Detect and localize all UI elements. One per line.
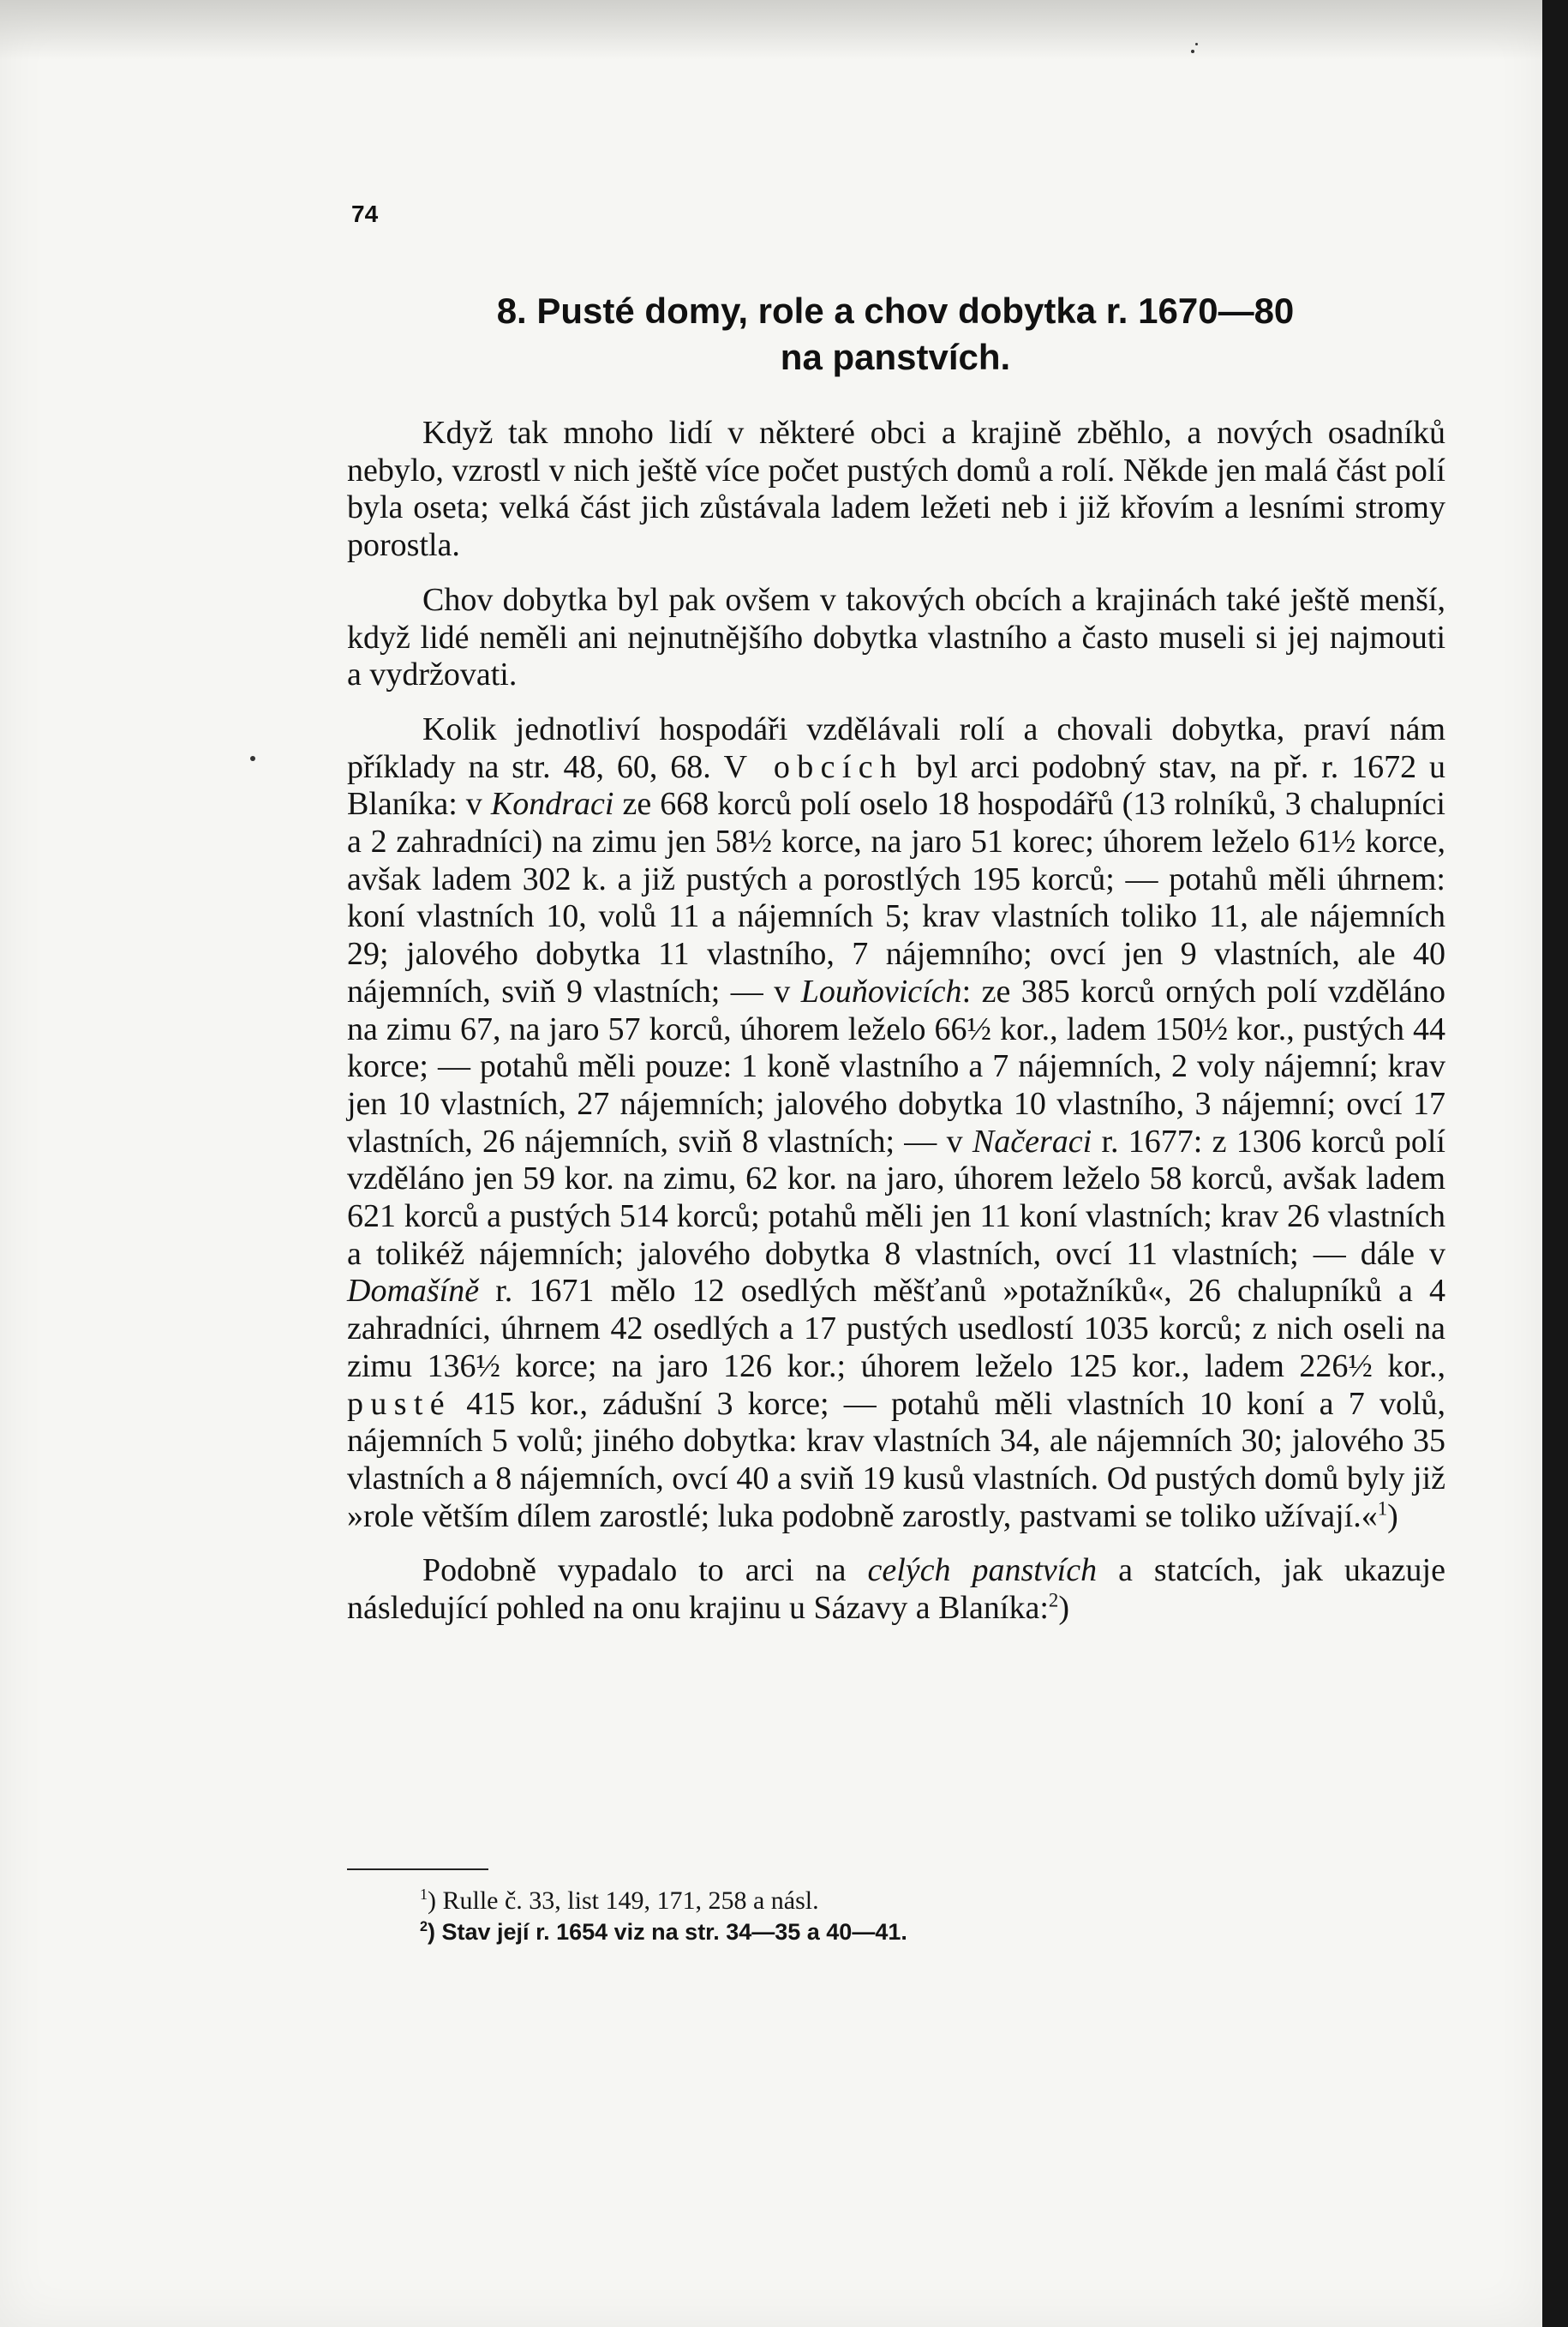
text-run: a statcích, jak ukazuje následující pohled na onu krajinu u Sázavy a Blaníka: bbox=[347, 1552, 1445, 1627]
footnote-1 bbox=[420, 1886, 1405, 1916]
paragraph-4 bbox=[347, 1552, 1445, 1627]
footnotes bbox=[420, 1886, 1405, 1947]
paragraph-2: Chov dobytka byl pak ovšem v takových obcích a krajinách také ještě menší, když lidé neměli ani nejnutnějšího dobytka vlastního a často museli si jej najmouti a vydržovati. bbox=[347, 581, 1445, 693]
body-text bbox=[347, 415, 1445, 1645]
chapter-title-line-2: na panstvích. bbox=[780, 337, 1011, 377]
emphasis: celých panstvích bbox=[867, 1552, 1098, 1589]
footnote-mark: 2 bbox=[420, 1919, 428, 1934]
scan-speck bbox=[1191, 50, 1194, 53]
spaced-emphasis: V obcích bbox=[723, 748, 904, 785]
footnote-divider bbox=[347, 1868, 488, 1870]
footnote-mark: 1 bbox=[420, 1886, 428, 1903]
text-run: : ze 385 korců orných polí vzděláno na zimu 67, na jaro 57 korců, úhorem leželo 66½ kor., ladem 150½ kor., pustých 44 korce; — potahů měli pouze: 1 koně vlastního a 7 nájemních, 2 voly nájemní; krav jen 10 vlastních, 27 nájemních; jalového dobytka 10 vlastního, 3 nájemní; ovcí 17 vlastních, 26 nájemních, sviň 8 vlastních; — v bbox=[347, 973, 1445, 1160]
footnote-text: ) Stav její r. 1654 viz na str. 34—35 a 40—41. bbox=[428, 1919, 907, 1945]
footnote-2 bbox=[420, 1916, 1405, 1947]
footnote-ref: 2 bbox=[1048, 1589, 1059, 1611]
paragraph-1: Když tak mnoho lidí v některé obci a krajině zběhlo, a nových osadníků nebylo, vzrostl v nich ještě více počet pustých domů a rolí. Někde jen malá část polí byla oseta; velká část jich zůstávala ladem ležeti neb i již křovím a lesními stromy porostla. bbox=[347, 415, 1445, 564]
spaced-emphasis: pusté bbox=[347, 1385, 452, 1422]
page-number: 74 bbox=[351, 201, 379, 227]
text-run: ) bbox=[1387, 1497, 1398, 1534]
text-run: r. 1671 mělo 12 osedlých měšťanů »potažníků«, 26 chalupníků a 4 zahradníci, úhrnem 42 osedlých a 17 pustých usedlostí 1035 korců; z nich oseli na zimu 136½ korce; na jaro 126 kor.; úhorem leželo 125 kor., ladem 226½ kor., bbox=[347, 1273, 1445, 1384]
place-name: Domašíně bbox=[347, 1273, 480, 1310]
text-run: 415 kor., zádušní 3 korce; — potahů měli vlastních 10 koní a 7 volů, nájemních 5 volů; jiného dobytka: krav vlastních 34, ale nájemních 30; jalového 35 vlastních a 8 nájemních, ovcí 40 a sviň 19 kusů vlastních. Od pustých domů byly již »role větším dílem zarostlé; luka podobně zarostly, pastvami se toliko užívají.« bbox=[347, 1385, 1445, 1534]
chapter-title-line-1: 8. Pusté domy, role a chov dobytka r. 1670—80 bbox=[496, 291, 1295, 331]
text-run: ze 668 korců polí oselo 18 hospodářů (13 rolníků, 3 chalupníci a 2 zahradníci) na zimu jen 58½ korce, na jaro 51 korec; úhorem leželo 61½ korce, avšak ladem 302 k. a již pustých a porostlých 195 korců; — potahů měli úhrnem: koní vlastních 10, volů 11 a nájemních 5; krav vlastních toliko 11, ale nájemních 29; jalového dobytka 11 vlastního, 7 nájemního; ovcí jen 9 vlastních, ale 40 nájemních, sviň 9 vlastních; — v bbox=[347, 786, 1445, 1010]
scan-shadow bbox=[0, 0, 1542, 60]
text-run: byl arci podobný stav, na př. r. 1672 u Blaníka: v bbox=[347, 748, 1445, 823]
scan-speck bbox=[250, 756, 255, 761]
scan-speck bbox=[1195, 43, 1198, 45]
place-name: Louňovicích bbox=[800, 973, 962, 1010]
text-run: ) bbox=[1058, 1590, 1069, 1627]
text-run: Kolik jednotliví hospodáři vzdělávali rolí a chovali dobytka, praví nám příklady na str. 48, 60, 68. bbox=[347, 711, 1445, 785]
footnote-text: ) Rulle č. 33, list 149, 171, 258 a násl. bbox=[428, 1886, 819, 1915]
chapter-title bbox=[347, 288, 1444, 381]
place-name: Kondraci bbox=[490, 786, 614, 823]
paragraph-3 bbox=[347, 711, 1445, 1535]
text-run: Podobně vypadalo to arci na bbox=[422, 1552, 868, 1589]
footnote-ref: 1 bbox=[1377, 1497, 1388, 1520]
place-name: Načeraci bbox=[972, 1123, 1092, 1160]
text-run: r. 1677: z 1306 korců polí vzděláno jen 59 kor. na zimu, 62 kor. na jaro, úhorem leželo 58 korců, avšak ladem 621 korců a pustých 514 korců; potahů měli jen 11 koní vlastních; krav 26 vlastních a tolikéž nájemních; jalového dobytka 8 vlastních, ovcí 11 vlastních; — dále v bbox=[347, 1123, 1445, 1272]
